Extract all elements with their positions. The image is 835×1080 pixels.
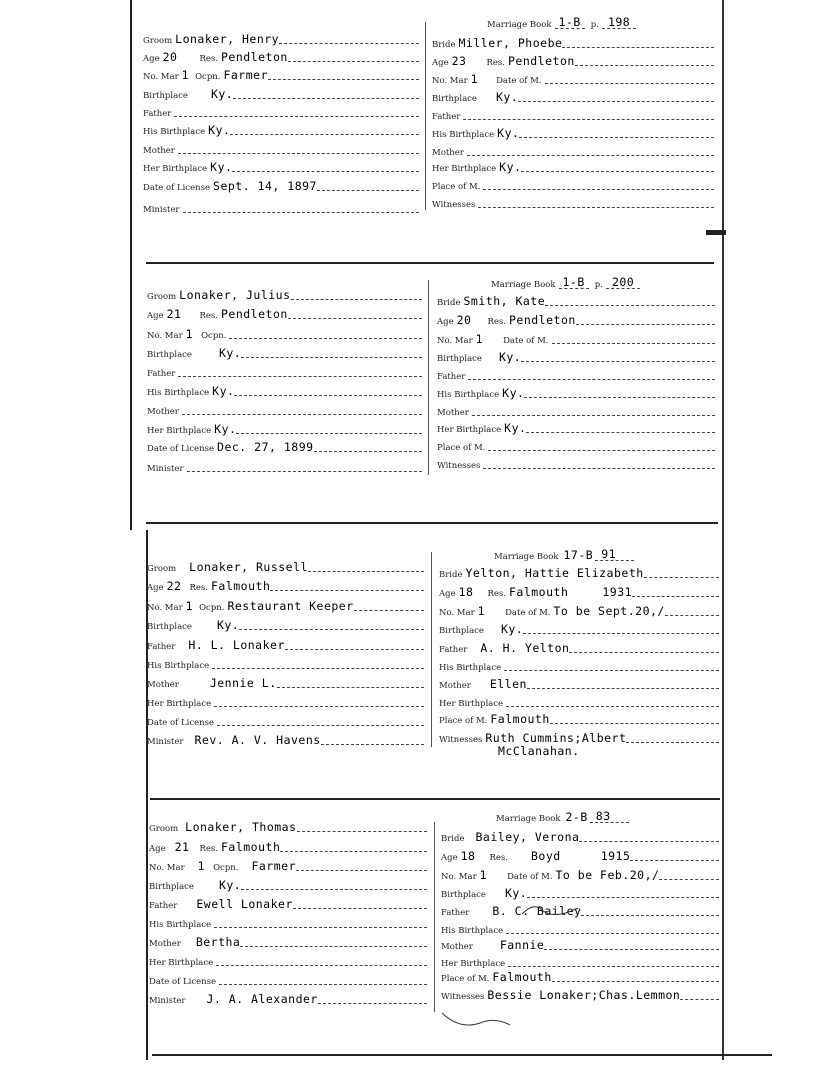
- bride-res: Pendleton: [507, 54, 575, 68]
- witnesses-label: Witnesses: [432, 200, 476, 210]
- father-label: Father: [149, 901, 178, 911]
- bride-age-res: [441, 847, 719, 863]
- bride-mother-value: Ellen: [489, 677, 527, 691]
- groom-age: 21: [166, 307, 182, 321]
- his-birthplace-label: His Birthplace: [439, 663, 502, 673]
- minister-label: Minister: [143, 205, 180, 215]
- groom-label: Groom: [149, 824, 179, 834]
- groom-label: Groom: [147, 564, 177, 574]
- page-edge-right: [722, 0, 724, 1060]
- ocpn-label: Ocpn.: [195, 72, 221, 82]
- bride-age: 23: [451, 54, 467, 68]
- mother-label: Mother: [149, 939, 181, 949]
- res-label: Res.: [486, 58, 505, 68]
- groom-field: [147, 558, 424, 574]
- groom-birthplace-value: Ky.: [218, 346, 242, 360]
- column-divider: [428, 280, 429, 475]
- bride-res: Falmouth: [508, 585, 569, 599]
- bride-father: [441, 902, 719, 918]
- his-birthplace-label: His Birthplace: [147, 661, 210, 671]
- res-label: Res.: [489, 853, 508, 863]
- bride-age-res: [439, 583, 719, 599]
- age-label: Age: [441, 853, 458, 863]
- her-birthplace-label: Her Birthplace: [147, 426, 212, 436]
- bride-witnesses-continued: [498, 742, 580, 758]
- marriage-book-page: 83: [590, 810, 629, 823]
- mother-label: Mother: [147, 680, 179, 690]
- bride-date-of-m: To be Feb.20,/: [555, 868, 660, 882]
- bride-label: Bride: [441, 834, 465, 844]
- bride-name: Smith, Kate: [463, 294, 546, 308]
- scan-mark: [706, 230, 726, 235]
- bride-year: 1931: [602, 585, 633, 599]
- groom-no-mar: 1: [181, 68, 190, 82]
- date-of-m-label: Date of M.: [505, 608, 551, 618]
- ocpn-label: Ocpn.: [199, 603, 225, 613]
- no-mar-label: No. Mar: [439, 608, 475, 618]
- age-label: Age: [432, 58, 449, 68]
- bride-mother: [437, 402, 715, 418]
- age-label: Age: [147, 583, 164, 593]
- groom-father-value: Ewell Lonaker: [196, 897, 293, 911]
- father-label: Father: [437, 372, 466, 382]
- bride-mother-value: Fannie: [499, 938, 545, 952]
- groom-date-of-license: [147, 438, 422, 454]
- birthplace-label: Birthplace: [147, 622, 192, 632]
- place-of-m-label: Place of M.: [439, 716, 488, 726]
- mother-label: Mother: [432, 148, 464, 158]
- bride-name: Bailey, Verona: [475, 830, 580, 844]
- groom-no-mar: 1: [197, 859, 206, 873]
- groom-her-birthplace: [147, 420, 422, 436]
- groom-his-birthplace: [143, 121, 419, 137]
- groom-nomar-ocpn: [147, 325, 422, 341]
- groom-father: [147, 363, 422, 379]
- bride-no-mar: 1: [479, 868, 488, 882]
- groom-his-birthplace: [147, 382, 422, 398]
- groom-mother-value: Jennie L.: [209, 676, 277, 690]
- groom-birthplace-value: Ky.: [210, 87, 234, 101]
- bride-place-of-m: [439, 710, 719, 726]
- res-label: Res.: [487, 317, 506, 327]
- no-mar-label: No. Mar: [432, 76, 468, 86]
- groom-her-birthplace: [143, 158, 419, 174]
- groom-birthplace: [147, 616, 424, 632]
- res-label: Res.: [189, 583, 208, 593]
- birthplace-label: Birthplace: [439, 626, 484, 636]
- date-of-m-label: Date of M.: [507, 872, 553, 882]
- her-birthplace-label: Her Birthplace: [147, 699, 212, 709]
- marriage-book-ref: [494, 546, 634, 562]
- bride-father: [432, 106, 714, 122]
- groom-label: Groom: [147, 292, 177, 302]
- birthplace-label: Birthplace: [143, 91, 188, 101]
- bride-mother: [439, 675, 719, 691]
- marriage-book-page: 198: [602, 16, 636, 29]
- no-mar-label: No. Mar: [437, 336, 473, 346]
- bride-mother: [432, 142, 714, 158]
- bride-label: Bride: [439, 570, 463, 580]
- groom-her-birthplace-value: Ky.: [214, 422, 237, 436]
- res-label: Res.: [199, 844, 218, 854]
- groom-mother: [147, 401, 422, 417]
- bride-age-res: [432, 52, 714, 68]
- bride-date-of-m: To be Sept.20,/: [553, 604, 665, 618]
- marriage-book-page: 91: [595, 548, 634, 561]
- mother-label: Mother: [143, 146, 175, 156]
- bride-name: Miller, Phoebe: [458, 36, 563, 50]
- groom-date-of-license-value: Dec. 27, 1899: [217, 440, 314, 454]
- ocpn-label: Ocpn.: [213, 863, 239, 873]
- marriage-book-number: 2-B: [565, 810, 588, 824]
- birthplace-label: Birthplace: [149, 882, 194, 892]
- bride-age: 18: [458, 585, 474, 599]
- page-label: p.: [594, 280, 603, 290]
- marriage-book-number: 1-B: [559, 276, 589, 289]
- groom-date-of-license: [149, 971, 427, 987]
- bride-label: Bride: [432, 40, 456, 50]
- bride-his-birthplace: [432, 124, 714, 140]
- father-label: Father: [441, 908, 470, 918]
- marriage-book-page: 200: [606, 276, 640, 289]
- groom-nomar-ocpn: [147, 597, 424, 613]
- bride-witnesses-value-2: McClanahan.: [498, 744, 580, 758]
- date-of-m-label: Date of M.: [503, 336, 549, 346]
- bride-age-res: [437, 311, 715, 327]
- witnesses-label: Witnesses: [437, 461, 481, 471]
- groom-mother: [147, 674, 424, 690]
- bride-witnesses: [432, 194, 714, 210]
- birthplace-label: Birthplace: [437, 354, 482, 364]
- bride-his-birthplace-value: Ky.: [497, 126, 520, 140]
- groom-father: [143, 103, 419, 119]
- bride-her-birthplace: [441, 953, 719, 969]
- groom-minister: [143, 199, 419, 215]
- bride-age: 18: [460, 849, 476, 863]
- pen-stroke-icon: [440, 1005, 520, 1035]
- groom-minister: [147, 458, 422, 474]
- marriage-book-label: Marriage Book: [494, 552, 559, 562]
- marriage-book-ref: [491, 274, 640, 290]
- bride-father: [439, 639, 719, 655]
- groom-ocpn: Restaurant Keeper: [227, 599, 354, 613]
- bride-his-birthplace: [437, 384, 715, 400]
- date-of-license-label: Date of License: [147, 718, 215, 728]
- groom-nomar-ocpn: [149, 857, 427, 873]
- groom-field: [143, 30, 419, 46]
- mother-label: Mother: [439, 681, 471, 691]
- bride-place-of-m-value: Falmouth: [492, 970, 552, 984]
- marriage-book-number: 1-B: [555, 16, 585, 29]
- groom-his-birthplace: [149, 914, 427, 930]
- bride-her-birthplace-value: Ky.: [504, 421, 527, 435]
- bride-her-birthplace: [432, 158, 714, 174]
- res-label: Res.: [199, 311, 218, 321]
- column-divider: [425, 22, 426, 210]
- father-label: Father: [143, 109, 172, 119]
- bride-nomar-date: [441, 866, 719, 882]
- bride-witnesses-value: Bessie Lonaker;Chas.Lemmon: [487, 988, 681, 1002]
- groom-birthplace: [147, 344, 422, 360]
- bride-birthplace: [439, 620, 719, 636]
- marriage-book-label: Marriage Book: [487, 20, 552, 30]
- groom-date-of-license: [143, 177, 419, 193]
- bride-nomar-date: [437, 330, 715, 346]
- bride-birthplace: [432, 88, 714, 104]
- res-label: Res.: [199, 54, 218, 64]
- pen-stroke-icon: [520, 900, 580, 920]
- his-birthplace-label: His Birthplace: [143, 127, 206, 137]
- bride-field: [437, 292, 715, 308]
- groom-no-mar: 1: [185, 599, 194, 613]
- groom-label: Groom: [143, 36, 173, 46]
- date-of-m-label: Date of M.: [496, 76, 542, 86]
- groom-birthplace-value: Ky.: [218, 878, 242, 892]
- bride-birthplace-value: Ky.: [498, 350, 522, 364]
- date-of-license-label: Date of License: [147, 444, 215, 454]
- bride-his-birthplace-value: Ky.: [502, 386, 525, 400]
- birthplace-label: Birthplace: [441, 890, 486, 900]
- bride-her-birthplace: [437, 419, 715, 435]
- his-birthplace-label: His Birthplace: [437, 390, 500, 400]
- bride-res: Pendleton: [508, 313, 576, 327]
- bride-label: Bride: [437, 298, 461, 308]
- card-divider: [146, 262, 714, 264]
- groom-her-birthplace-value: Ky.: [210, 160, 233, 174]
- her-birthplace-label: Her Birthplace: [441, 959, 506, 969]
- bride-place-of-m: [441, 968, 719, 984]
- witnesses-label: Witnesses: [441, 992, 485, 1002]
- groom-date-of-license-value: Sept. 14, 1897: [213, 179, 317, 193]
- groom-name: Lonaker, Thomas: [185, 820, 297, 834]
- groom-birthplace: [143, 85, 419, 101]
- groom-age-res: [147, 305, 422, 321]
- groom-res: Falmouth: [220, 840, 281, 854]
- her-birthplace-label: Her Birthplace: [437, 425, 502, 435]
- age-label: Age: [143, 54, 160, 64]
- her-birthplace-label: Her Birthplace: [439, 699, 504, 709]
- bottom-rule: [152, 1054, 772, 1056]
- groom-his-birthplace-value: Ky.: [208, 123, 231, 137]
- bride-no-mar: 1: [470, 72, 479, 86]
- bride-father: [437, 366, 715, 382]
- bride-birthplace: [437, 348, 715, 364]
- bride-field: [439, 564, 719, 580]
- bride-place-of-m: [437, 437, 715, 453]
- place-of-m-label: Place of M.: [437, 443, 486, 453]
- groom-age-res: [147, 577, 424, 593]
- place-of-m-label: Place of M.: [441, 974, 490, 984]
- bride-no-mar: 1: [475, 332, 484, 346]
- bride-witnesses: [441, 986, 719, 1002]
- mother-label: Mother: [147, 407, 179, 417]
- age-label: Age: [437, 317, 454, 327]
- bride-father-value: A. H. Yelton: [480, 641, 570, 655]
- groom-his-birthplace: [147, 655, 424, 671]
- no-mar-label: No. Mar: [441, 872, 477, 882]
- groom-no-mar: 1: [185, 327, 194, 341]
- marriage-book-label: Marriage Book: [496, 814, 561, 824]
- groom-name: Lonaker, Henry: [175, 32, 280, 46]
- bride-place-of-m-value: Falmouth: [490, 712, 550, 726]
- her-birthplace-label: Her Birthplace: [149, 958, 214, 968]
- age-label: Age: [439, 589, 456, 599]
- bride-place-of-m: [432, 176, 714, 192]
- his-birthplace-label: His Birthplace: [149, 920, 212, 930]
- bride-age: 20: [456, 313, 472, 327]
- groom-name: Lonaker, Russell: [189, 560, 308, 574]
- father-label: Father: [439, 645, 468, 655]
- groom-field: [147, 286, 422, 302]
- groom-her-birthplace: [147, 693, 424, 709]
- age-label: Age: [149, 844, 166, 854]
- father-label: Father: [432, 112, 461, 122]
- groom-nomar-ocpn: [143, 66, 419, 82]
- card-divider: [146, 522, 718, 524]
- minister-label: Minister: [147, 737, 184, 747]
- bride-year: 1915: [600, 849, 631, 863]
- groom-birthplace: [149, 876, 427, 892]
- bride-his-birthplace: [441, 920, 719, 936]
- mother-label: Mother: [441, 942, 473, 952]
- bride-res: Boyd: [530, 849, 561, 863]
- bride-nomar-date: [432, 70, 714, 86]
- groom-father: [147, 636, 424, 652]
- groom-her-birthplace: [149, 952, 427, 968]
- bride-mother: [441, 936, 719, 952]
- groom-res: Pendleton: [220, 50, 288, 64]
- groom-minister: [147, 731, 424, 747]
- groom-father-value: H. L. Lonaker: [188, 638, 285, 652]
- bride-her-birthplace: [439, 693, 719, 709]
- groom-his-birthplace-value: Ky.: [212, 384, 235, 398]
- no-mar-label: No. Mar: [147, 331, 183, 341]
- ocpn-label: Ocpn.: [201, 331, 227, 341]
- bride-birthplace-value: Ky.: [500, 622, 524, 636]
- bride-nomar-date: [439, 602, 719, 618]
- groom-field: [149, 818, 427, 834]
- minister-label: Minister: [147, 464, 184, 474]
- res-label: Res.: [487, 589, 506, 599]
- no-mar-label: No. Mar: [147, 603, 183, 613]
- bride-father-value: B. C. Bailey: [492, 904, 582, 918]
- page-edge-left: [130, 0, 132, 530]
- groom-minister: [149, 990, 427, 1006]
- birthplace-label: Birthplace: [147, 350, 192, 360]
- groom-age-res: [149, 838, 427, 854]
- groom-mother-value: Bertha: [195, 935, 241, 949]
- bride-birthplace: [441, 884, 719, 900]
- groom-ocpn: Farmer: [223, 68, 268, 82]
- bride-field: [441, 828, 719, 844]
- his-birthplace-label: His Birthplace: [441, 926, 504, 936]
- her-birthplace-label: Her Birthplace: [432, 164, 497, 174]
- groom-age-res: [143, 48, 419, 64]
- bride-field: [432, 34, 714, 50]
- date-of-license-label: Date of License: [149, 977, 217, 987]
- no-mar-label: No. Mar: [143, 72, 179, 82]
- his-birthplace-label: His Birthplace: [147, 388, 210, 398]
- her-birthplace-label: Her Birthplace: [143, 164, 208, 174]
- groom-age: 21: [174, 840, 190, 854]
- groom-name: Lonaker, Julius: [179, 288, 291, 302]
- marriage-book-number: 17-B: [563, 548, 594, 562]
- groom-father: [149, 895, 427, 911]
- groom-age: 22: [166, 579, 182, 593]
- marriage-book-label: Marriage Book: [491, 280, 556, 290]
- minister-label: Minister: [149, 996, 186, 1006]
- father-label: Father: [147, 642, 176, 652]
- groom-res: Pendleton: [220, 307, 288, 321]
- father-label: Father: [147, 369, 176, 379]
- groom-minister-value: J. A. Alexander: [206, 992, 318, 1006]
- column-divider: [434, 822, 435, 1012]
- place-of-m-label: Place of M.: [432, 182, 481, 192]
- date-of-license-label: Date of License: [143, 183, 211, 193]
- column-divider: [431, 552, 432, 747]
- bride-birthplace-value: Ky.: [495, 90, 519, 104]
- marriage-book-ref: [487, 14, 636, 30]
- page-label: p.: [590, 20, 599, 30]
- bride-witnesses: [437, 455, 715, 471]
- bride-no-mar: 1: [477, 604, 486, 618]
- his-birthplace-label: His Birthplace: [432, 130, 495, 140]
- groom-birthplace-value: Ky.: [216, 618, 240, 632]
- bride-her-birthplace-value: Ky.: [499, 160, 522, 174]
- birthplace-label: Birthplace: [432, 94, 477, 104]
- mother-label: Mother: [437, 408, 469, 418]
- groom-age: 20: [162, 50, 178, 64]
- bride-birthplace-value: Ky.: [504, 886, 528, 900]
- bride-his-birthplace: [439, 657, 719, 673]
- groom-mother: [149, 933, 427, 949]
- no-mar-label: No. Mar: [149, 863, 185, 873]
- bride-name: Yelton, Hattie Elizabeth: [465, 566, 644, 580]
- witnesses-label: Witnesses: [439, 735, 483, 745]
- card-divider: [150, 798, 720, 800]
- marriage-book-ref: [496, 808, 629, 824]
- groom-res: Falmouth: [210, 579, 271, 593]
- bride-witnesses-value: Ruth Cummins;Albert: [485, 731, 627, 745]
- groom-date-of-license: [147, 712, 424, 728]
- age-label: Age: [147, 311, 164, 321]
- groom-mother: [143, 140, 419, 156]
- groom-ocpn: Farmer: [251, 859, 296, 873]
- groom-minister-value: Rev. A. V. Havens: [194, 733, 321, 747]
